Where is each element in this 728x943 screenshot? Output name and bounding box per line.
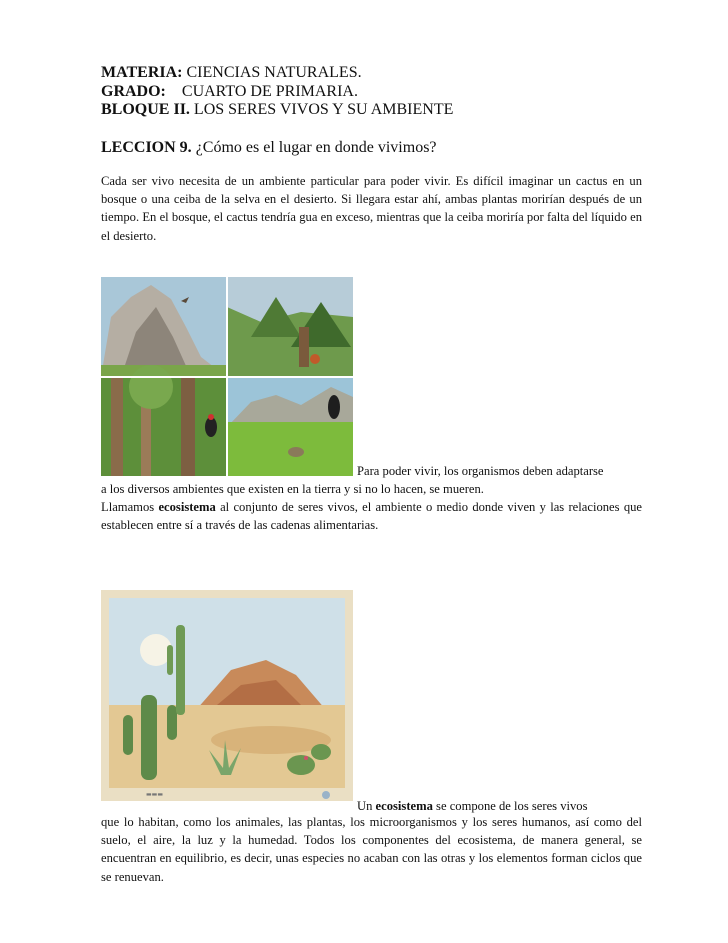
- composition-term: ecosistema: [375, 799, 433, 813]
- composition-lead: Un: [357, 799, 376, 813]
- ecosystem-composition-body: que lo habitan, como los animales, las plantas, los microorganismos y los seres humanos, así como del suelo, el aire, la luz y la humedad. Todos los componentes del ecosistema, de manera general, se encuentran en equilibrio, es decir, unas especies no acaban con las otras y los elementos forman ciclos que se renuevan.: [101, 815, 642, 884]
- ecosystem-definition: [101, 498, 642, 534]
- adaptation-sentence-start: Para poder vivir, los organismos deben adaptarse: [357, 464, 604, 478]
- lesson-label: LECCION 9.: [101, 139, 192, 156]
- subject-line: [101, 63, 362, 82]
- definition-lead: Llamamos: [101, 500, 159, 514]
- desert-ecosystem-image: [101, 590, 353, 801]
- subject-label: MATERIA:: [101, 64, 183, 81]
- block-value: LOS SERES VIVOS Y SU AMBIENTE: [193, 101, 454, 118]
- subject-value: CIENCIAS NATURALES.: [186, 64, 362, 81]
- lesson-title: [101, 138, 437, 157]
- block-line: [101, 100, 453, 119]
- definition-term: ecosistema: [158, 500, 216, 514]
- grade-line: [101, 82, 358, 101]
- definition-body: al conjunto de seres vivos, el ambiente o medio donde viven y las relaciones que establecen entre sí a través de las cadenas alimentarias.: [101, 500, 642, 533]
- habitat-collage-image: [101, 277, 353, 476]
- lesson-question: ¿Cómo es el lugar en donde vivimos?: [195, 139, 437, 156]
- block-label: BLOQUE II.: [101, 101, 190, 118]
- desert-ecosystem-illustration: [101, 590, 353, 801]
- intro-paragraph: Cada ser vivo necesita de un ambiente particular para poder vivir. Es difícil imaginar un cactus en un bosque o una ceiba de la selva en el desierto. Si llegara estar ahí, ambas plantas morirían después de un tiempo. En el bosque, el cactus tendría gua en exceso, mientras que la ceiba moriría por falta del líquido en el desierto.: [101, 174, 642, 243]
- svg-text:▬▬▬: ▬▬▬: [146, 791, 164, 798]
- grade-value: CUARTO DE PRIMARIA.: [181, 83, 358, 100]
- adaptation-sentence-end: a los diversos ambientes que existen en la tierra y si no lo hacen, se mueren.: [101, 482, 484, 496]
- composition-first-line: se compone de los seres vivos: [432, 799, 588, 813]
- habitat-collage-illustration: [101, 277, 353, 476]
- grade-label: GRADO:: [101, 83, 166, 100]
